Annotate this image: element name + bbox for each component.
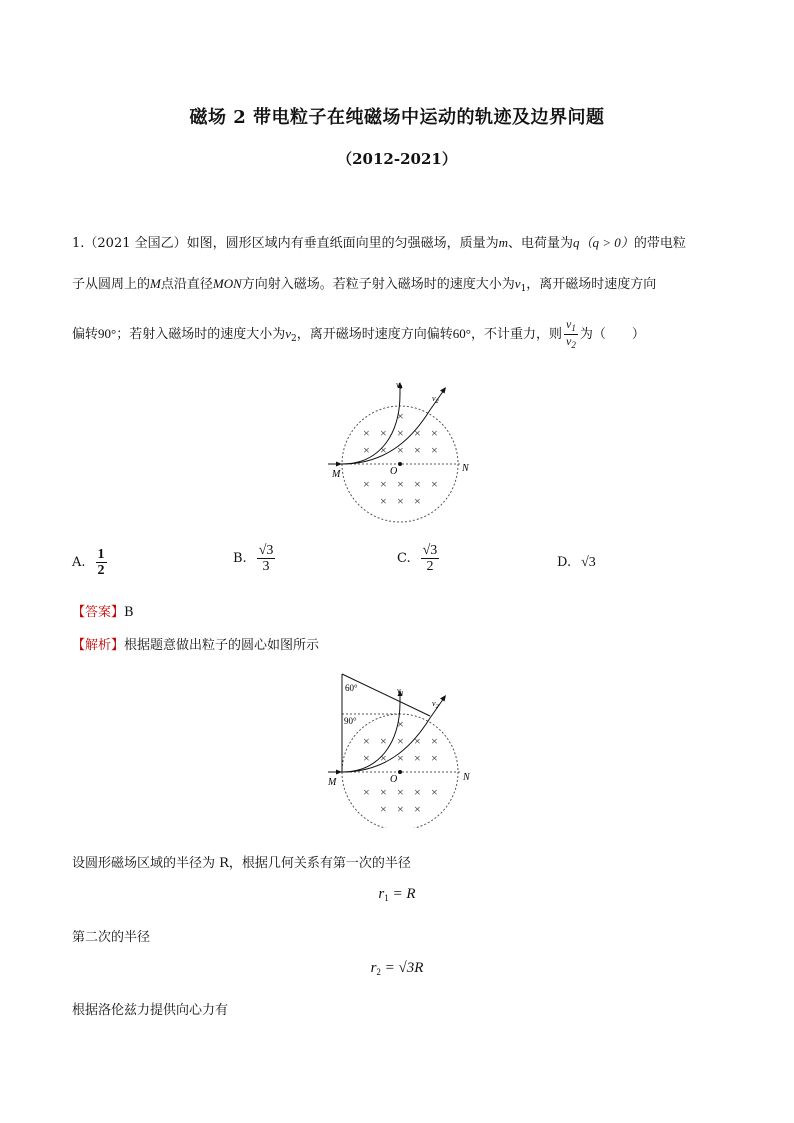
option-a-fraction (96, 547, 107, 579)
field-cross-mark: × (414, 477, 421, 491)
q-ratio-num: v (565, 317, 572, 331)
question-line-2 (72, 273, 656, 294)
field-cross-mark: × (431, 426, 438, 440)
field-cross-mark: × (431, 751, 438, 765)
q-symbol-M: M (150, 276, 161, 291)
label-O: O (390, 774, 398, 785)
field-cross-mark: × (397, 443, 404, 457)
answer-line (72, 601, 134, 620)
field-cross-mark: × (380, 802, 387, 816)
question-line-3 (72, 318, 645, 351)
field-cross-mark: × (380, 734, 387, 748)
option-b-den: 3 (262, 559, 270, 575)
q-text: 子从圆周上的 (72, 277, 151, 292)
figure-1-diagram (320, 374, 480, 526)
field-cross-mark: × (414, 802, 421, 816)
field-cross-mark: × (380, 751, 387, 765)
eq2-rhs: = √3R (380, 960, 424, 976)
label-v2: $v_2$ (432, 699, 439, 710)
q-text: 1.（2021 全国乙）如图，圆形区域内有垂直纸面向里的匀强磁场，质量为 (72, 236, 499, 251)
field-cross-mark: × (397, 494, 404, 508)
option-c-num: √3 (422, 543, 438, 558)
equation-2 (0, 960, 794, 977)
field-cross-mark: × (397, 734, 404, 748)
q-ratio-fraction (564, 318, 578, 351)
option-d[interactable] (557, 555, 596, 571)
field-cross-mark: × (431, 477, 438, 491)
field-cross-mark: × (363, 751, 370, 765)
q-ratio-den-sub: 2 (571, 339, 576, 350)
field-cross-mark: × (363, 477, 370, 491)
label-v1: $v_1$ (397, 686, 404, 697)
option-d-label: D. (557, 555, 572, 570)
option-a-num: 1 (97, 547, 105, 562)
center-point (398, 770, 402, 774)
label-angle-90: 90° (344, 716, 357, 726)
analysis-text: 根据题意做出粒子的圆心如图所示 (124, 638, 320, 653)
field-cross-mark: × (431, 443, 438, 457)
option-c-label: C. (397, 551, 411, 567)
q-text: ；若射入磁场时的速度大小为 (116, 326, 286, 342)
field-cross-mark: × (414, 751, 421, 765)
q-ratio-num-sub: 1 (571, 323, 576, 333)
v2-arrow-icon (440, 695, 446, 702)
field-cross-mark: × (380, 477, 387, 491)
label-angle-60: 60° (345, 683, 358, 693)
eq1-lhs: r (378, 886, 385, 902)
q-text: ，离开磁场时速度方向偏转 (296, 326, 453, 342)
label-O: O (390, 466, 398, 477)
label-M: M (328, 777, 337, 788)
option-b[interactable] (233, 543, 275, 575)
answer-tag: 【答案】 (72, 605, 125, 620)
field-cross-mark: × (414, 426, 421, 440)
q-text: ，离开磁场时速度方向 (526, 277, 657, 292)
option-b-label: B. (233, 551, 247, 567)
q-text: 为（ ） (579, 326, 645, 342)
entry-arrow-icon (336, 770, 342, 775)
analysis-line (72, 634, 319, 653)
question-line-1 (72, 232, 686, 251)
document-years: （2012-2021） (337, 150, 457, 168)
option-c-den: 2 (426, 559, 434, 575)
q-text: 、电荷量为 (508, 236, 574, 251)
field-cross-mark: × (431, 734, 438, 748)
field-cross-mark: × (397, 785, 404, 799)
eq2-lhs: r (370, 960, 377, 976)
field-cross-mark: × (414, 785, 421, 799)
field-cross-mark: × (414, 494, 421, 508)
field-cross-mark: × (397, 802, 404, 816)
label-M: M (332, 469, 341, 480)
label-v1: $v_1$ (396, 380, 403, 391)
body-paragraph-2: 第二次的半径 (72, 930, 151, 945)
field-cross-mark: × (397, 477, 404, 491)
q-text: 方向射入磁场。若粒子射入磁场时的速度大小为 (241, 277, 515, 292)
label-v2: $v_2$ (432, 394, 439, 405)
body-paragraph-1: 设圆形磁场区域的半径为 R，根据几何关系有第一次的半径 (72, 856, 411, 871)
trajectory-1 (342, 394, 400, 464)
option-b-fraction (257, 543, 276, 575)
option-c[interactable] (397, 543, 439, 575)
field-cross-mark: × (363, 734, 370, 748)
field-cross-mark: × (380, 426, 387, 440)
answer-value: B (124, 605, 134, 620)
field-cross-mark: × (397, 409, 404, 423)
q-symbol-v1: v (514, 276, 521, 291)
entry-arrow-icon (336, 462, 342, 467)
field-cross-mark: × (363, 426, 370, 440)
q-symbol-v1-sub: 1 (520, 284, 527, 294)
document-title: 磁场 2 带电粒子在纯磁场中运动的轨迹及边界问题 (189, 107, 605, 128)
field-cross-mark: × (414, 734, 421, 748)
trajectory-1 (342, 702, 400, 772)
field-cross-mark: × (414, 443, 421, 457)
equation-1 (0, 886, 794, 903)
q-text: 点沿直径 (160, 277, 213, 292)
q-deg90: 90° (98, 325, 117, 341)
analysis-tag: 【解析】 (72, 638, 125, 653)
field-cross-mark: × (380, 785, 387, 799)
body-paragraph-3: 根据洛伦兹力提供向心力有 (72, 1003, 229, 1018)
q-symbol-v2: v (285, 325, 292, 341)
option-b-num: √3 (258, 543, 274, 558)
q-text: 的带电粒 (633, 236, 686, 251)
q-deg60: 60° (452, 325, 471, 341)
field-cross-mark: × (363, 785, 370, 799)
field-cross-mark: × (431, 785, 438, 799)
figure-2-diagram (318, 668, 484, 828)
eq1-sub: 1 (384, 893, 389, 903)
q-symbol-MON: MON (212, 276, 242, 291)
center-point (398, 462, 402, 466)
field-cross-mark: × (397, 751, 404, 765)
field-cross-mark: × (363, 443, 370, 457)
field-cross-mark: × (380, 494, 387, 508)
option-a-label: A. (72, 555, 86, 571)
q-ratio-den: v (565, 333, 572, 348)
field-cross-mark: × (380, 443, 387, 457)
q-text: 偏转 (72, 326, 99, 342)
q-symbol-q: q（q > 0） (573, 235, 634, 250)
q-text: ，不计重力，则 (470, 326, 562, 342)
label-N: N (463, 772, 470, 783)
eq1-rhs: = R (388, 886, 416, 902)
q-symbol-v2-sub: 2 (291, 333, 297, 344)
radius-slant (342, 674, 430, 716)
v2-arrow-icon (440, 387, 446, 394)
label-N: N (462, 463, 469, 474)
option-a-den: 2 (97, 563, 105, 579)
field-cross-mark: × (397, 426, 404, 440)
option-a[interactable] (72, 547, 107, 579)
option-d-value: √3 (581, 555, 596, 570)
option-c-fraction (421, 543, 440, 575)
q-symbol-m: m (498, 235, 509, 250)
field-cross-mark: × (397, 717, 404, 731)
eq2-sub: 2 (376, 967, 381, 977)
